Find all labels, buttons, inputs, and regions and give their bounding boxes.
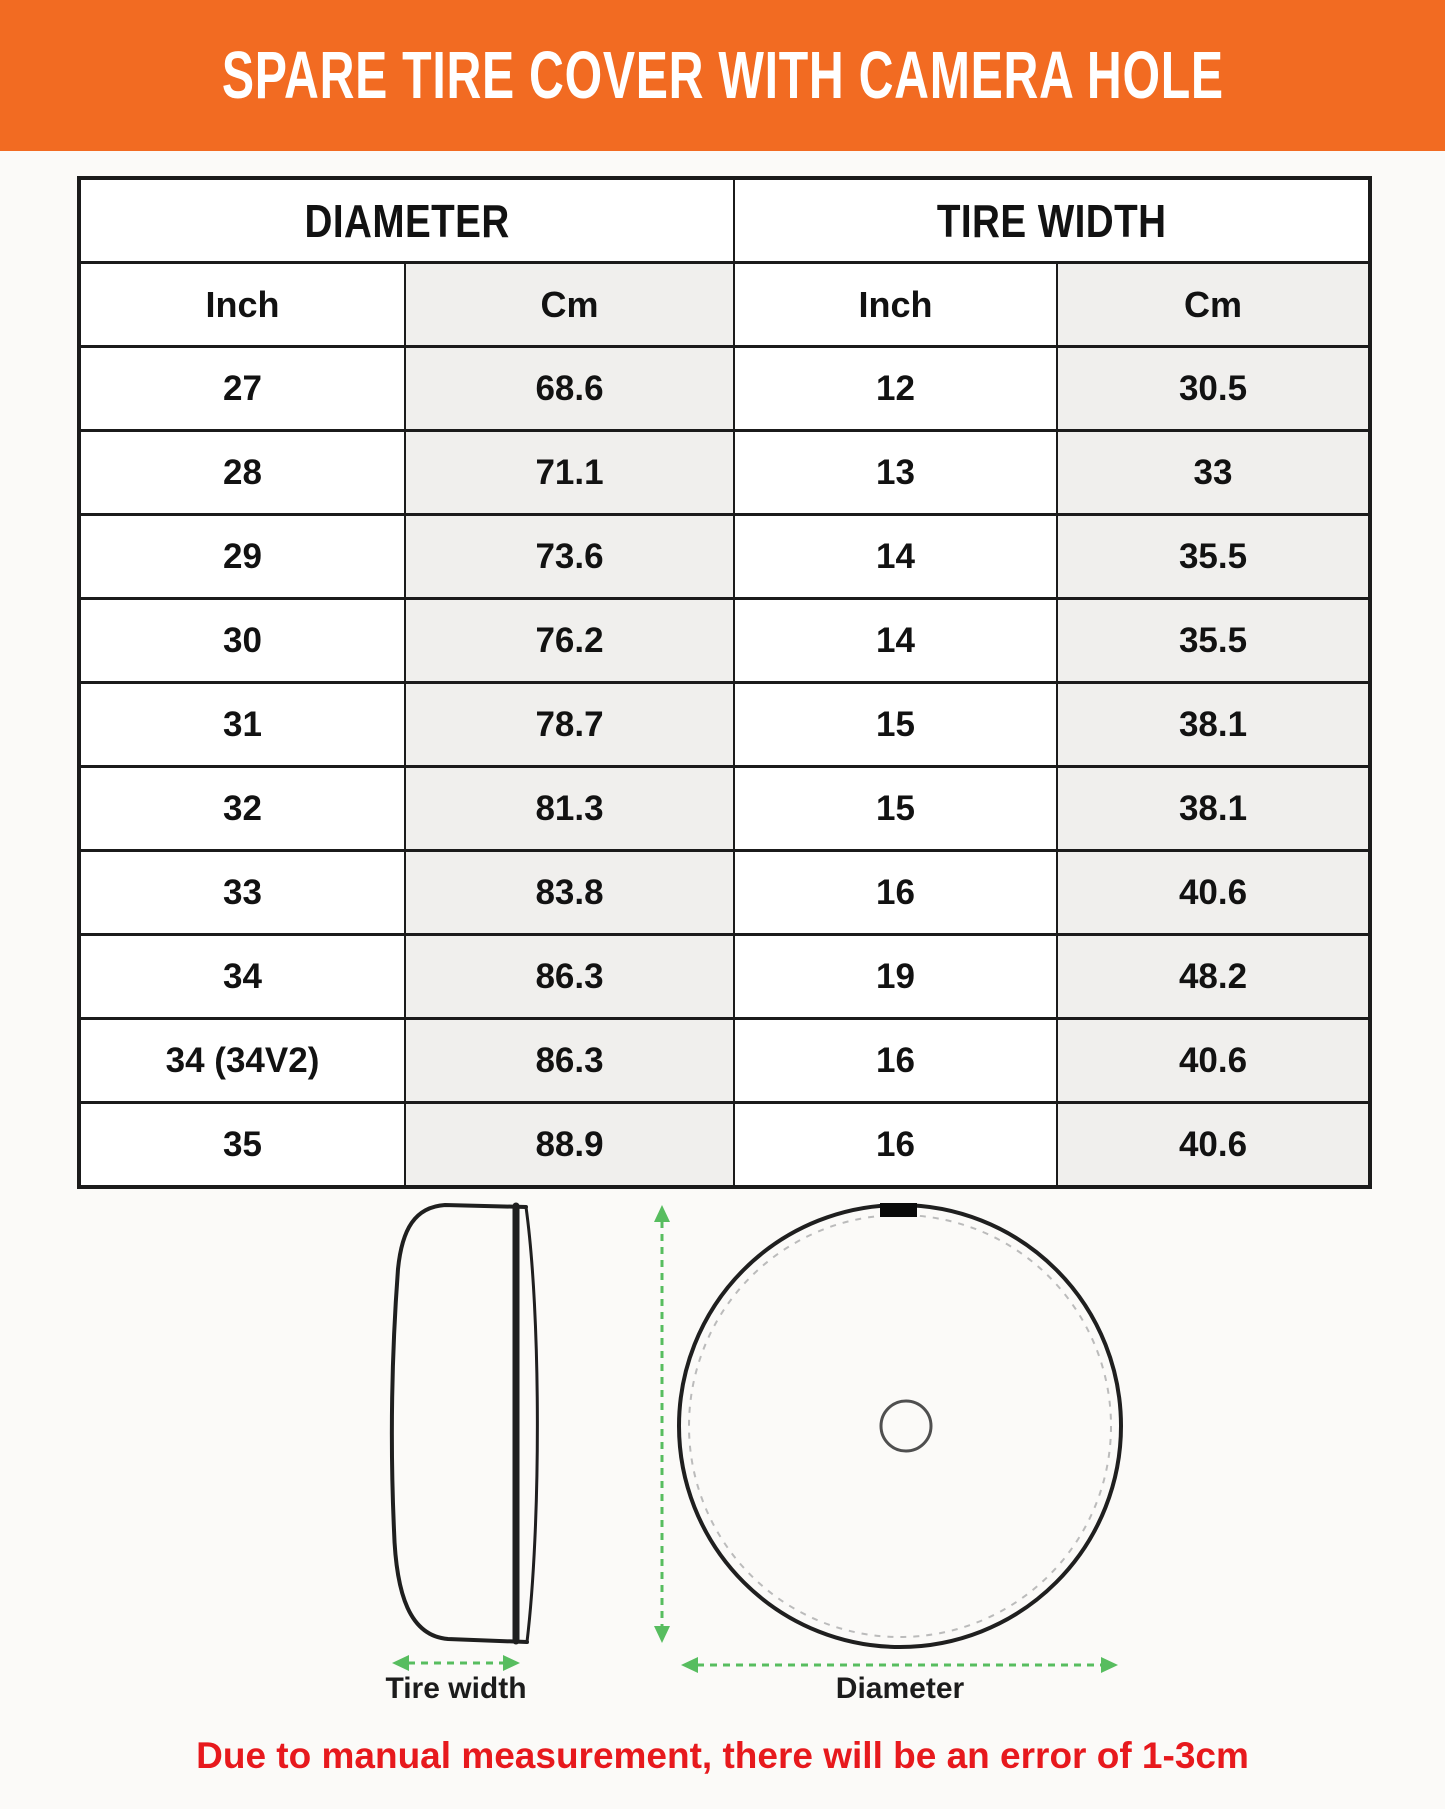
table-cell: 14 [734, 515, 1057, 599]
camera-hole [881, 1401, 931, 1451]
table-cell: 86.3 [405, 1019, 734, 1103]
column-header-cm: Cm [1057, 263, 1370, 347]
table-cell: 38.1 [1057, 683, 1370, 767]
table-cell: 88.9 [405, 1103, 734, 1188]
table-row [79, 431, 1370, 515]
diameter-label: Diameter [835, 1672, 965, 1705]
table-cell: 15 [734, 683, 1057, 767]
table-cell: 71.1 [405, 431, 734, 515]
table-cell: 30 [79, 599, 405, 683]
table-cell: 16 [734, 851, 1057, 935]
table-cell: 83.8 [405, 851, 734, 935]
vertical-diameter-arrow [654, 1205, 670, 1643]
table-cell: 32 [79, 767, 405, 851]
table-cell: 35.5 [1057, 599, 1370, 683]
table-cell: 81.3 [405, 767, 734, 851]
table-row [79, 935, 1370, 1019]
tire-width-arrow [392, 1655, 520, 1671]
page-title: SPARE TIRE COVER WITH CAMERA HOLE [221, 38, 1224, 113]
tire-front-view-diagram [679, 1203, 1121, 1647]
table-cell: 35 [79, 1103, 405, 1188]
table-cell: 34 (34V2) [79, 1019, 405, 1103]
table-cell: 31 [79, 683, 405, 767]
table-row [79, 347, 1370, 431]
size-table [77, 176, 1372, 1189]
table-row [79, 1019, 1370, 1103]
table-cell: 13 [734, 431, 1057, 515]
table-cell: 68.6 [405, 347, 734, 431]
table-cell: 14 [734, 599, 1057, 683]
table-cell: 48.2 [1057, 935, 1370, 1019]
table-cell: 34 [79, 935, 405, 1019]
table-row [79, 851, 1370, 935]
table-row [79, 599, 1370, 683]
group-header-diameter: DIAMETER [79, 178, 734, 263]
table-cell: 73.6 [405, 515, 734, 599]
table-cell: 78.7 [405, 683, 734, 767]
table-cell: 27 [79, 347, 405, 431]
banner [0, 0, 1445, 151]
table-row [79, 683, 1370, 767]
table-row [79, 1103, 1370, 1188]
table-cell: 86.3 [405, 935, 734, 1019]
group-header-tire-width: TIRE WIDTH [734, 178, 1370, 263]
diameter-arrow [681, 1657, 1118, 1673]
table-cell: 16 [734, 1103, 1057, 1188]
table-cell: 40.6 [1057, 851, 1370, 935]
table-cell: 29 [79, 515, 405, 599]
table-cell: 33 [79, 851, 405, 935]
table-cell: 19 [734, 935, 1057, 1019]
column-header-inch: Inch [79, 263, 405, 347]
table-sub-header-row [79, 263, 1370, 347]
table-cell: 35.5 [1057, 515, 1370, 599]
table-row [79, 515, 1370, 599]
measurement-error-note: Due to manual measurement, there will be an error of 1-3cm [196, 1735, 1249, 1776]
table-cell: 16 [734, 1019, 1057, 1103]
table-group-header-row [79, 178, 1370, 263]
table-cell: 40.6 [1057, 1103, 1370, 1188]
table-cell: 30.5 [1057, 347, 1370, 431]
table-cell: 12 [734, 347, 1057, 431]
table-cell: 38.1 [1057, 767, 1370, 851]
tire-side-view-diagram [392, 1205, 537, 1642]
cover-notch [880, 1203, 917, 1217]
column-header-cm: Cm [405, 263, 734, 347]
table-cell: 40.6 [1057, 1019, 1370, 1103]
table-cell: 76.2 [405, 599, 734, 683]
tire-diagram [330, 1195, 1140, 1680]
column-header-inch: Inch [734, 263, 1057, 347]
table-cell: 15 [734, 767, 1057, 851]
table-row [79, 767, 1370, 851]
tire-width-label: Tire width [385, 1672, 527, 1705]
table-cell: 33 [1057, 431, 1370, 515]
table-cell: 28 [79, 431, 405, 515]
